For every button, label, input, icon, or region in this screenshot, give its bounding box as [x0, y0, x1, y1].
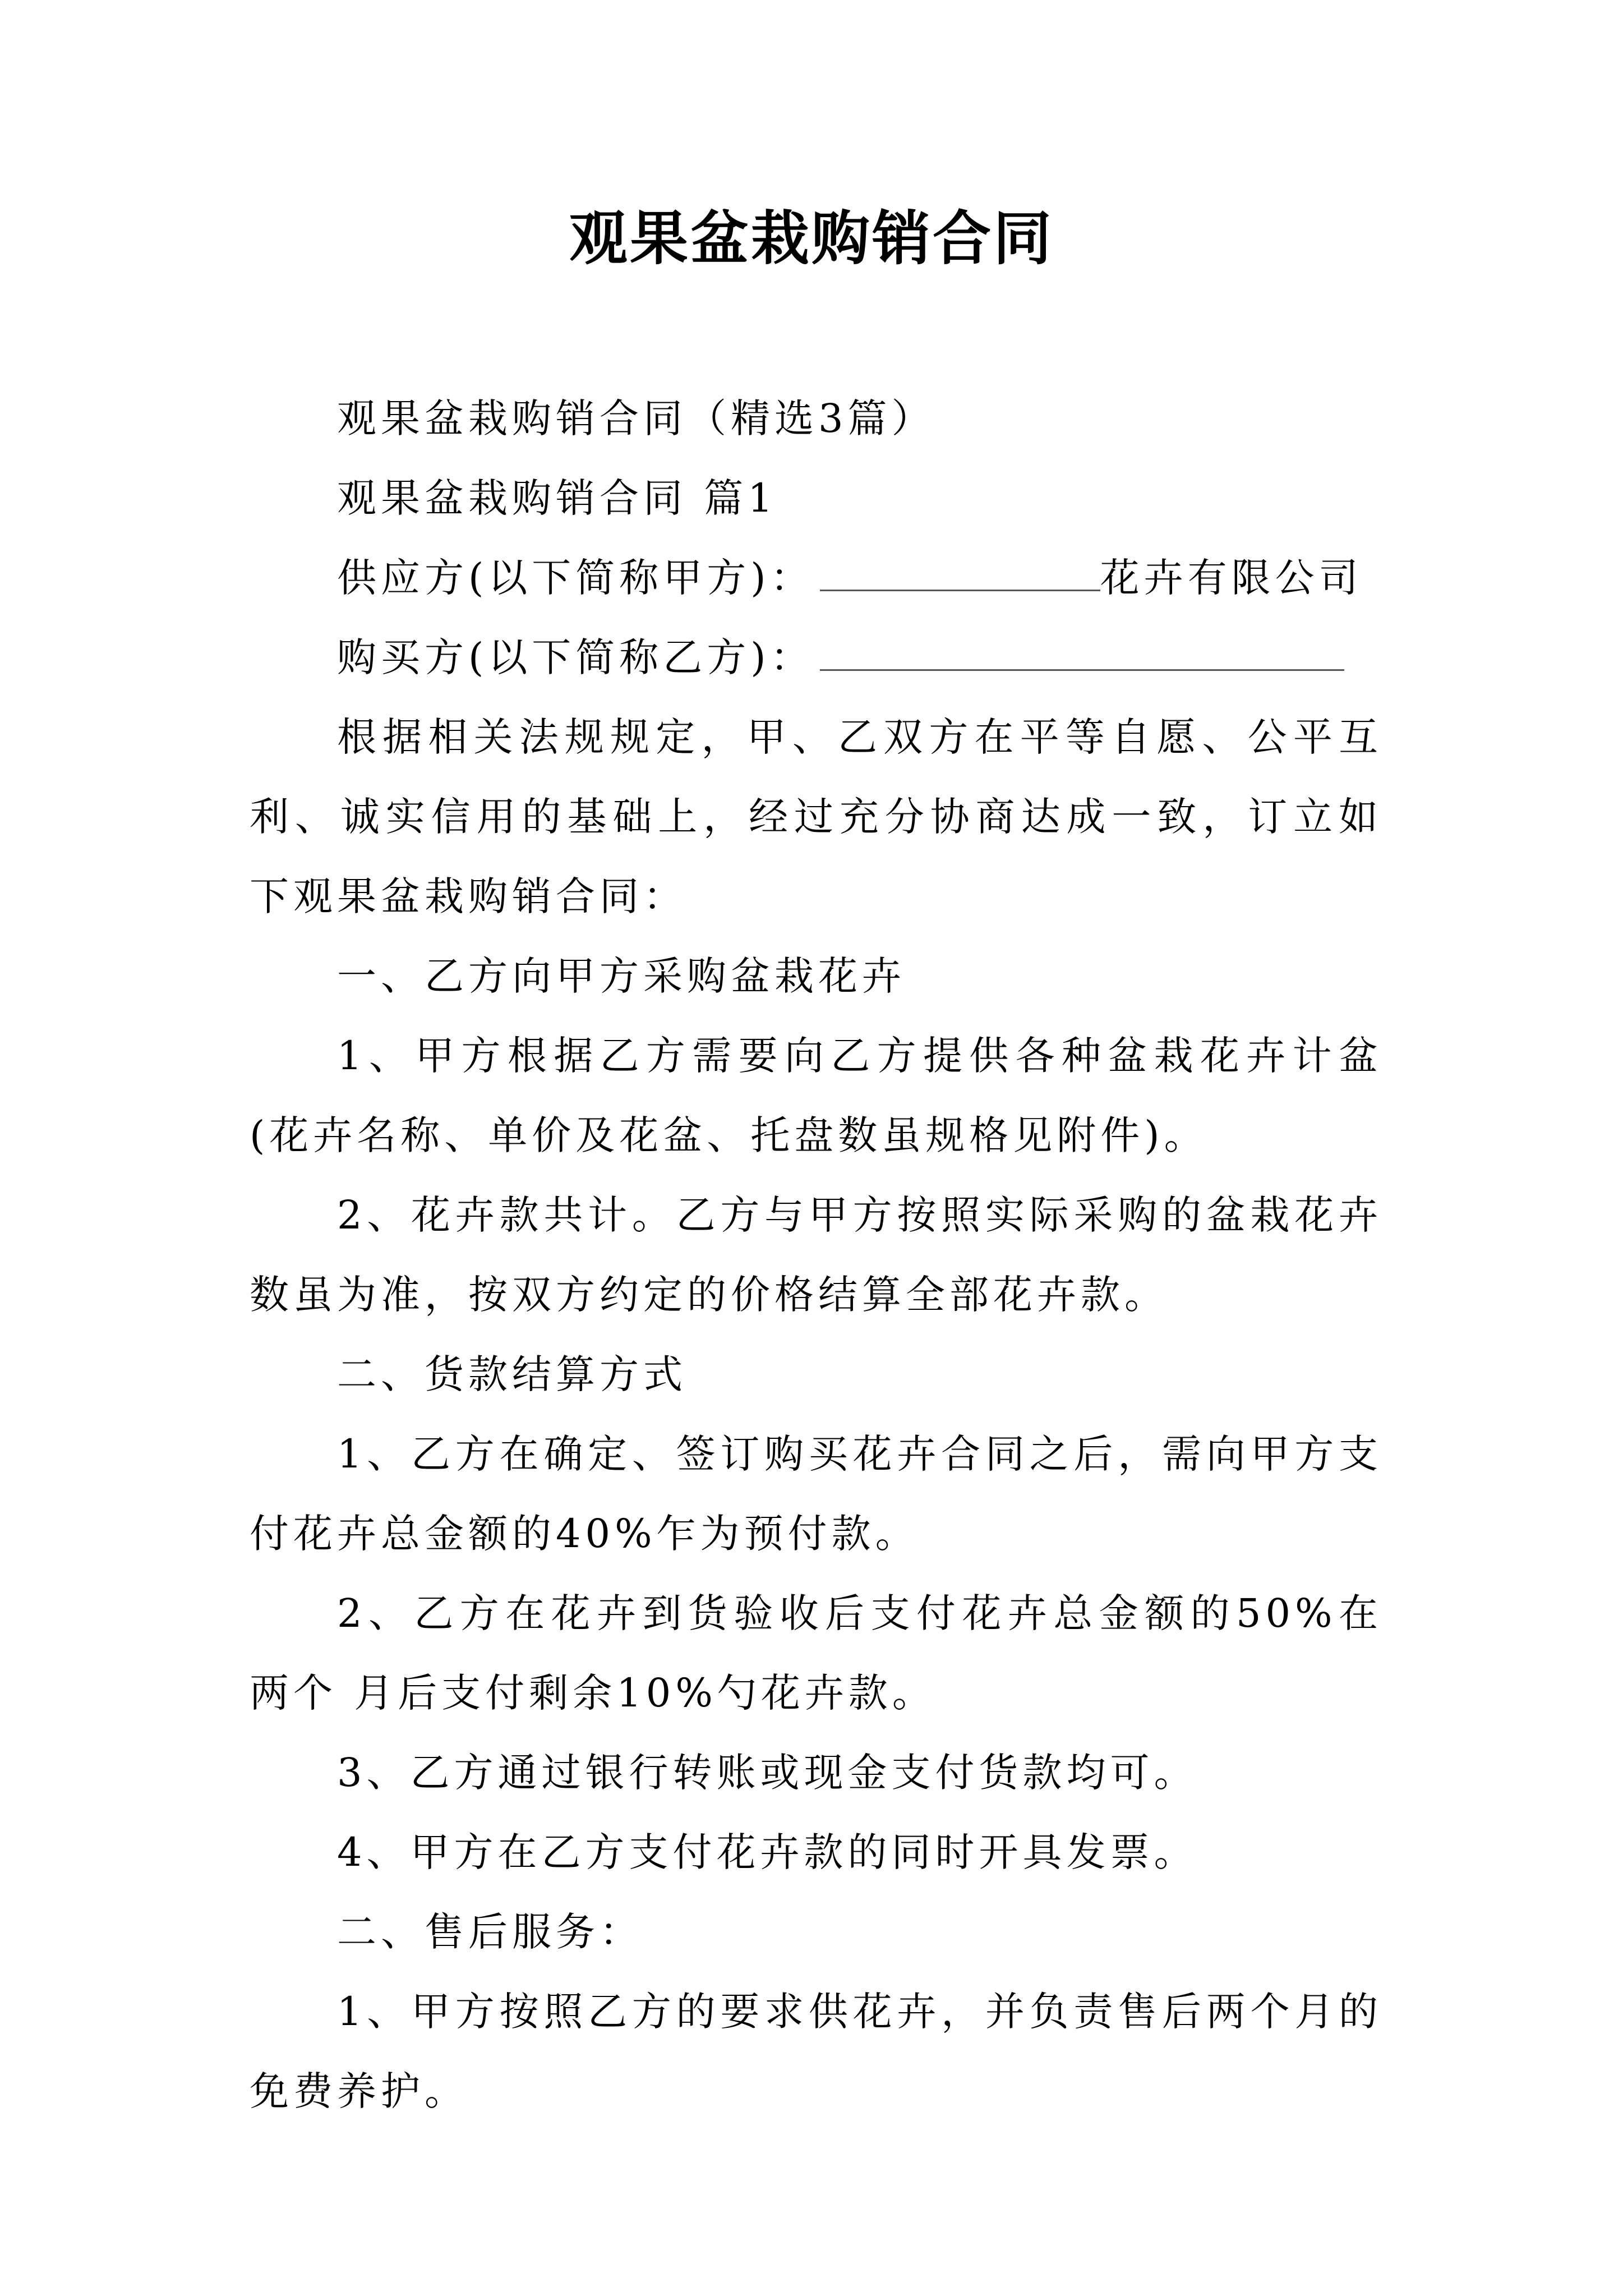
- paragraph-article-3-heading: 二、售后服务：: [337, 1909, 643, 1955]
- paragraph-article-1-heading: 一、乙方向甲方采购盆栽花卉: [337, 953, 906, 999]
- supplier-suffix: 花卉有限公司: [1100, 555, 1363, 601]
- paragraph-selection-note: 观果盆栽购销合同（精选3篇）: [337, 395, 935, 441]
- paragraph-article-2-item-2: 2、乙方在花卉到货验收后支付花卉总金额的50%在两个 月后支付剩余10%勺花卉款。: [250, 1590, 1382, 1716]
- paragraph-article-1-item-1: 1、甲方根据乙方需要向乙方提供各种盆栽花卉计盆(花卉名称、单价及花盆、托盘数虽规格见附件)。: [250, 1033, 1382, 1158]
- document-title: 观果盆栽购销合同: [569, 204, 1054, 273]
- paragraph-article-2-heading: 二、货款结算方式: [337, 1351, 687, 1397]
- paragraph-preamble: 根据相关法规规定，甲、乙双方在平等自愿、公平互利、诚实信用的基础上，经过充分协商达成一致，订立如下观果盆栽购销合同：: [250, 714, 1382, 919]
- buyer-label: 购买方(以下简称乙方)：: [337, 634, 814, 680]
- paragraph-supplier: [250, 538, 1382, 618]
- buyer-blank-line: [820, 632, 1344, 671]
- paragraph-article-2-item-1: 1、乙方在确定、签订购买花卉合同之后，需向甲方支付花卉总金额的40%乍为预付款。: [250, 1431, 1382, 1557]
- paragraph-buyer: [250, 618, 1382, 697]
- paragraph-article-2-item-4: 4、甲方在乙方支付花卉款的同时开具发票。: [337, 1829, 1198, 1875]
- supplier-label: 供应方(以下简称甲方)：: [337, 555, 814, 601]
- document-body: [250, 379, 1382, 2131]
- paragraph-article-2-item-3: 3、乙方通过银行转账或现金支付货款均可。: [337, 1750, 1198, 1796]
- paragraph-article-1-item-2: 2、花卉款共计。乙方与甲方按照实际采购的盆栽花卉数虽为准，按双方约定的价格结算全部花卉款。: [250, 1192, 1382, 1318]
- supplier-blank-line: [820, 553, 1100, 591]
- paragraph-article-3-item-1: 1、甲方按照乙方的要求供花卉，并负责售后两个月的免费养护。: [250, 1989, 1382, 2114]
- paragraph-section-heading: 观果盆栽购销合同 篇1: [337, 475, 777, 521]
